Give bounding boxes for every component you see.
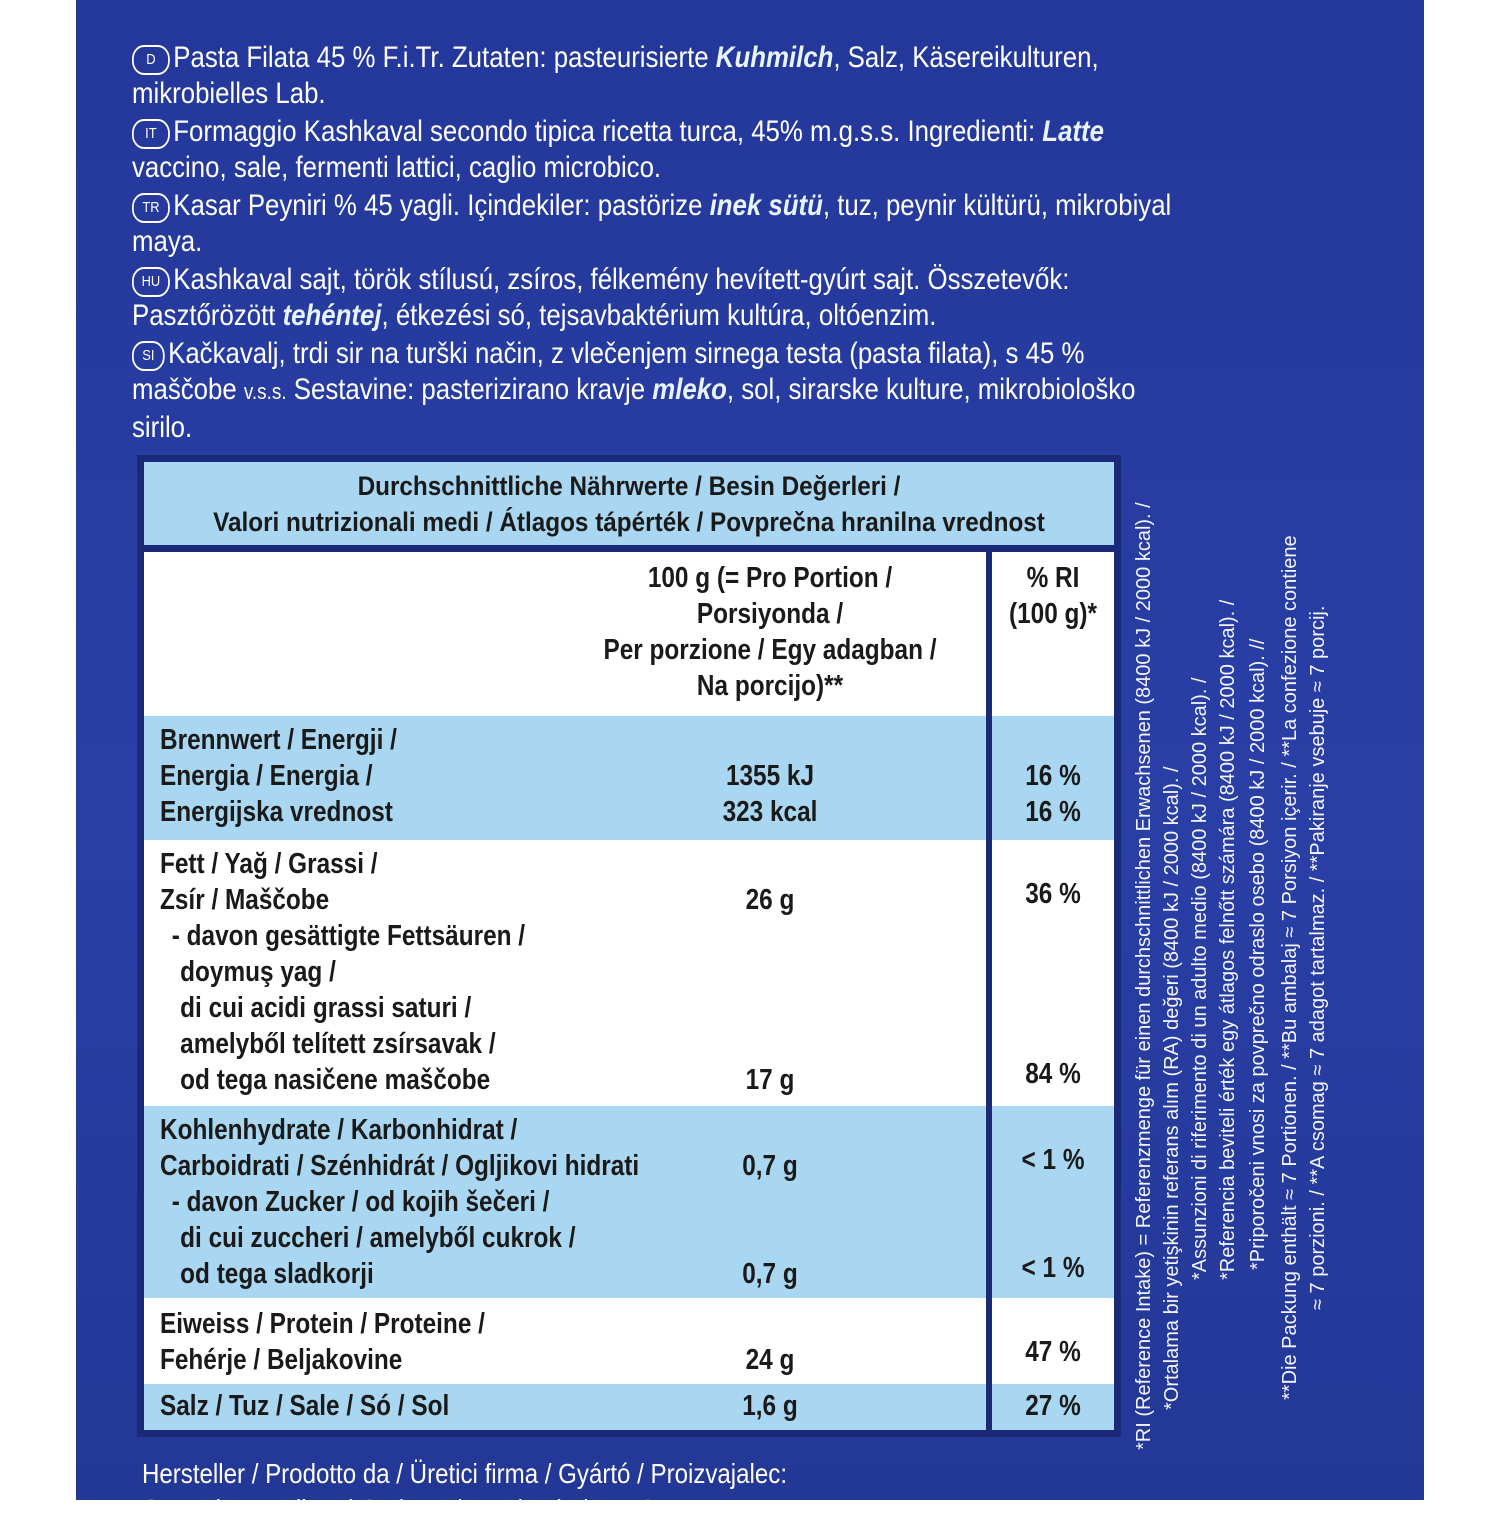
energy-kj-value: 1355 kJ — [725, 760, 815, 792]
ingredients-si-abbrev: v.s.s. — [243, 379, 287, 404]
saturated-fat-label-line: di cui acidi grassi saturi / — [180, 992, 472, 1024]
fat-value: 26 g — [745, 884, 795, 916]
ingredients-de-text-post: , Salz, Käsereikulturen, mikrobielles Lab. — [132, 41, 1099, 110]
ingredients-de-text-pre: Pasta Filata 45 % F.i.Tr. Zutaten: pasteurisierte — [173, 41, 716, 74]
ri-footnote-line: *Priporočeni vnosi za povprečno odraslo osebo (8400 kJ / 2000 kcal). // — [1247, 638, 1269, 1270]
ingredients-si-allergen: mleko — [652, 373, 727, 406]
language-badge-de: D — [132, 45, 170, 75]
carb-label-line: Carboidrati / Szénhidrát / Ogljikovi hidrati — [160, 1150, 640, 1182]
ingredients-tr-allergen: inek sütü — [709, 189, 823, 222]
energy-label-line: Brennwert / Energji / — [160, 724, 397, 756]
sugar-ri: < 1 % — [1021, 1252, 1085, 1284]
sugar-label-line: di cui zuccheri / amelyből cukrok / — [180, 1222, 576, 1254]
amount-header-line: Na porcijo)** — [696, 670, 844, 702]
salt-value: 1,6 g — [742, 1390, 798, 1422]
fat-label-line: Fett / Yağ / Grassi / — [160, 848, 378, 880]
ri-footnote-line: *Ortalama bir yetişkinin referans alım (RA) değeri (8400 kJ / 2000 kcal). / — [1161, 766, 1183, 1410]
amount-header-line: 100 g (= Pro Portion / — [647, 562, 893, 594]
protein-label-line: Eiweiss / Protein / Proteine / — [160, 1308, 485, 1340]
ingredients-si-text-post: , sol, sirarske kulture, mikrobiološko sirilo. — [132, 373, 1136, 444]
nutrient-column-header — [144, 560, 554, 704]
ingredients-tr — [132, 188, 1190, 260]
fat-label-line: Zsír / Maščobe — [160, 884, 330, 916]
ingredients-tr-text-post: , tuz, peynir kültürü, mikrobiyal maya. — [132, 189, 1172, 258]
protein-ri: 47 % — [1025, 1336, 1081, 1368]
ingredients-tr-text-pre: Kasar Peyniri % 45 yagli. Içindekiler: pastörize — [173, 189, 710, 222]
ri-header-line: (100 g)* — [1008, 598, 1097, 630]
saturated-fat-label-line: doymuş yag / — [180, 956, 336, 988]
saturated-fat-label-line: - davon gesättigte Fettsäuren / — [171, 920, 526, 952]
salt-row — [144, 1384, 1114, 1430]
protein-value: 24 g — [745, 1344, 795, 1376]
carb-label-line: Kohlenhydrate / Karbonhidrat / — [160, 1114, 518, 1146]
nutrition-header-row — [144, 552, 1114, 716]
ri-column-header — [986, 552, 1114, 716]
salt-ri: 27 % — [1025, 1390, 1081, 1422]
nutrition-title-line-1: Durchschnittliche Nährwerte / Besin Değerleri / — [357, 471, 901, 501]
energy-label-line: Energia / Energia / — [160, 760, 373, 792]
energy-label-line: Energijska vrednost — [160, 796, 393, 828]
manufacturer-address: Gmundner Molkerei GmbH, Theresienthalstr. 16 — [142, 1494, 655, 1525]
amount-column-header — [554, 560, 986, 704]
ingredients-hu-text-pre: Kashkaval sajt, török stílusú, zsíros, félkemény hevített-gyúrt sajt. Összetevők: Pasztőrözött — [132, 263, 1070, 332]
fat-ri: 36 % — [1025, 878, 1081, 910]
ri-footnote-line: *Referencia beviteli érték egy átlagos felnőtt számára (8400 kJ / 2000 kcal). / — [1217, 599, 1239, 1280]
saturated-fat-ri: 84 % — [1025, 1058, 1081, 1090]
salt-label: Salz / Tuz / Sale / Só / Sol — [160, 1390, 450, 1422]
manufacturer-block — [142, 1456, 787, 1528]
language-badge-hu: HU — [132, 267, 170, 297]
ingredients-it-text-pre: Formaggio Kashkaval secondo tipica ricetta turca, 45% m.g.s.s. Ingredienti: — [173, 115, 1043, 148]
ingredients-de-allergen: Kuhmilch — [715, 41, 834, 74]
portion-footnote-line: **Die Packung enthält ≈ 7 Portionen. / **Bu ambalaj ≈ 7 Porsiyon içerir. / **La confezione contiene — [1279, 535, 1301, 1400]
amount-header-line: Porsiyonda / — [696, 598, 844, 630]
language-badge-it: IT — [132, 119, 170, 149]
ingredients-de — [132, 40, 1190, 112]
nutrition-table — [137, 455, 1121, 1437]
ingredients-it-allergen: Latte — [1042, 115, 1104, 148]
fat-row — [144, 840, 1114, 1106]
sugar-value: 0,7 g — [742, 1258, 798, 1290]
ingredients-hu-text-post: , étkezési só, tejsavbaktérium kultúra, oltóenzim. — [381, 299, 937, 332]
package-back-panel — [76, 0, 1424, 1525]
protein-row — [144, 1298, 1114, 1384]
ri-footnote-line: *RI (Reference Intake) = Referenzmenge für einen durchschnittlichen Erwachsenen (8400 kJ / 2000 kcal). / — [1133, 502, 1155, 1450]
energy-kcal-ri: 16 % — [1025, 796, 1081, 828]
carbohydrate-row — [144, 1106, 1114, 1298]
ingredients-si-text-pre2: Sestavine: pasterizirano kravje — [286, 373, 653, 406]
sugar-label-line: - davon Zucker / od kojih šečeri / — [171, 1186, 550, 1218]
ri-header-line: % RI — [1026, 562, 1080, 594]
portion-footnote-line: ≈ 7 porzioni. / **A csomag ≈ 7 adagot tartalmaz. / **Pakiranje vsebuje ≈ 7 porcij. — [1307, 605, 1329, 1310]
ingredients-si-text-pre: Kačkavalj, trdi sir na turški način, z vlečenjem sirnega testa (pasta filata), s 45 % maščobe — [132, 337, 1085, 406]
ri-footnote-line: *Assunzioni di riferimento di un adulto medio (8400 kJ / 2000 kcal). / — [1189, 677, 1211, 1280]
carb-ri: < 1 % — [1021, 1144, 1085, 1176]
ingredients-hu-allergen: tehéntej — [282, 299, 382, 332]
language-badge-tr: TR — [132, 193, 170, 223]
nutrition-table-title — [144, 462, 1114, 552]
ingredients-si — [132, 336, 1190, 446]
ingredients-it — [132, 114, 1190, 186]
ingredients-hu — [132, 262, 1190, 334]
carb-value: 0,7 g — [742, 1150, 798, 1182]
saturated-fat-label-line: od tega nasičene maščobe — [180, 1064, 491, 1096]
language-badge-si: SI — [132, 341, 165, 371]
saturated-fat-value: 17 g — [745, 1064, 795, 1096]
nutrition-title-line-2: Valori nutrizionali medi / Átlagos tápérték / Povprečna hranilna vrednost — [213, 507, 1045, 537]
amount-header-line: Per porzione / Egy adagban / — [603, 634, 937, 666]
ingredients-it-text-post: vaccino, sale, fermenti lattici, caglio microbico. — [132, 151, 662, 184]
manufacturer-label: Hersteller / Prodotto da / Üretici firma / Gyártó / Proizvajalec: — [142, 1458, 788, 1489]
energy-kj-ri: 16 % — [1025, 760, 1081, 792]
saturated-fat-label-line: amelyből telített zsírsavak / — [180, 1028, 496, 1060]
protein-label-line: Fehérje / Beljakovine — [160, 1344, 403, 1376]
energy-row — [144, 716, 1114, 840]
sugar-label-line: od tega sladkorji — [180, 1258, 374, 1290]
ingredients-block — [132, 40, 1190, 448]
energy-kcal-value: 323 kcal — [722, 796, 818, 828]
